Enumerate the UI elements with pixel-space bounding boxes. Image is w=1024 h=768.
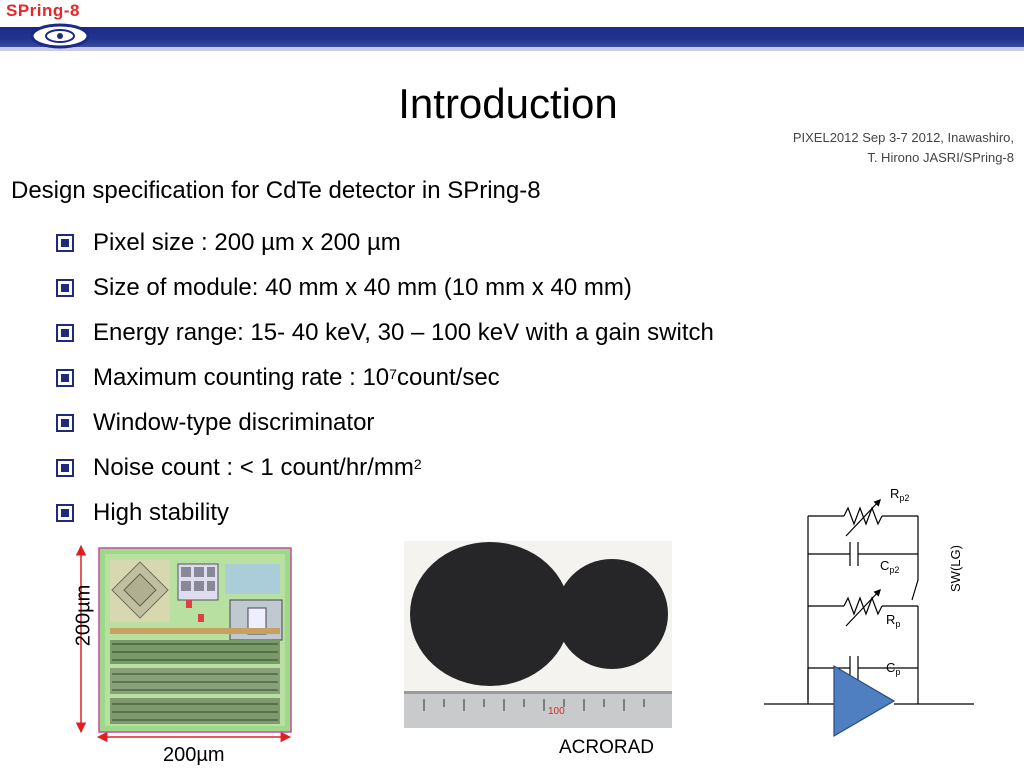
bullet-text: Pixel size : 200 µm x 200 µm <box>93 229 401 256</box>
bullet-text: Maximum counting rate : 10 <box>93 364 390 391</box>
bullet-text: Window-type discriminator <box>93 409 375 436</box>
section-heading: Design specification for CdTe detector in SPring-8 <box>11 177 541 204</box>
square-bullet-icon <box>56 504 74 522</box>
cdte-wafer-photo <box>404 541 672 728</box>
bullet-text: High stability <box>93 499 230 526</box>
square-bullet-icon <box>56 369 74 387</box>
svg-text:Rp2: $R_{p2}$ <box>890 486 910 503</box>
header-band-light <box>0 47 1024 51</box>
svg-text:Cp2: $C_{p2}$ <box>880 558 900 575</box>
photo-caption: ACRORAD <box>559 737 655 758</box>
list-item <box>56 407 714 452</box>
list-item <box>56 362 714 407</box>
credit <box>793 128 1014 168</box>
preamp-circuit-diagram <box>762 480 978 740</box>
bullet-text: Energy range: 15- 40 keV, 30 – 100 keV with a gain switch <box>93 319 714 346</box>
square-bullet-icon <box>56 414 74 432</box>
chip-width-label: 200µm <box>163 744 225 766</box>
svg-text:Cp: $C_p$ <box>886 660 901 677</box>
list-item <box>56 317 714 362</box>
square-bullet-icon <box>56 234 74 252</box>
bullet-superscript: 2 <box>413 456 422 472</box>
bullet-text-after: count/sec <box>396 364 500 391</box>
logo-text: SPring-8 <box>6 1 80 20</box>
bullet-superscript: 7 <box>389 366 397 382</box>
spec-list <box>56 227 714 542</box>
chip-layout-image <box>50 540 300 768</box>
list-item <box>56 497 714 542</box>
cdte-wafer-image <box>404 541 672 728</box>
list-item <box>56 227 714 272</box>
chip-height-label: 200µm <box>72 584 95 647</box>
credit-line-2: T. Hirono JASRI/SPring-8 <box>867 150 1014 165</box>
square-bullet-icon <box>56 279 74 297</box>
chip-layout-figure <box>50 540 300 768</box>
credit-line-1: PIXEL2012 Sep 3-7 2012, Inawashiro, <box>792 130 1014 145</box>
header-band <box>0 27 1024 47</box>
ruler-mark: 100 <box>548 706 565 717</box>
square-bullet-icon <box>56 324 74 342</box>
spring8-logo <box>0 0 100 50</box>
list-item <box>56 272 714 317</box>
list-item <box>56 452 714 497</box>
slide-title: Introduction <box>398 80 618 127</box>
circuit-schematic <box>762 480 978 740</box>
square-bullet-icon <box>56 459 74 477</box>
amplifier-triangle <box>834 666 894 736</box>
bullet-text: Size of module: 40 mm x 40 mm (10 mm x 40 mm) <box>93 274 632 301</box>
switch-label: SW(LG) <box>948 545 963 592</box>
svg-text:Rp: $R_p$ <box>886 612 901 629</box>
bullet-text: Noise count : < 1 count/hr/mm <box>93 454 414 481</box>
